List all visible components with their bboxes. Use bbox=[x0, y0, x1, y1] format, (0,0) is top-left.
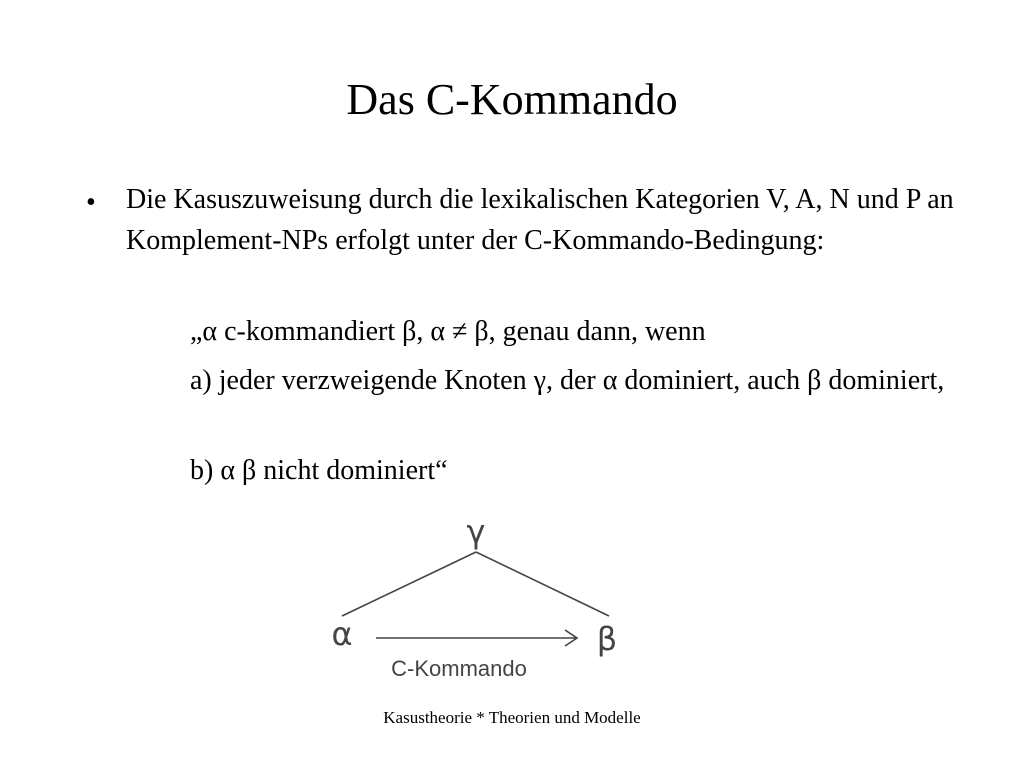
command-arrow bbox=[376, 630, 577, 646]
beta-node: β bbox=[596, 620, 618, 658]
slide-title: Das C-Kommando bbox=[346, 75, 678, 124]
condition-b: b) α β nicht dominiert“ bbox=[190, 455, 448, 486]
definition-line: „α c-kommandiert β, α ≠ β, genau dann, wenn bbox=[190, 316, 706, 347]
bullet-text: Die Kasuszuweisung durch die lexikalischen Kategorien V, A, N und P an Komplement-NPs erfolgt unter der C-Kommando-Bedingung: bbox=[126, 184, 954, 256]
slide-footer: Kasustheorie * Theorien und Modelle bbox=[383, 708, 641, 727]
gamma-node: γ bbox=[466, 513, 486, 551]
right-branch-line bbox=[476, 552, 609, 616]
alpha-node: α bbox=[331, 615, 353, 653]
tree-lines bbox=[342, 552, 609, 616]
bullet-marker: • bbox=[86, 187, 96, 218]
left-branch-line bbox=[342, 552, 476, 616]
c-command-label: C-Kommando bbox=[391, 656, 527, 681]
condition-a: a) jeder verzweigende Knoten γ, der α dominiert, auch β dominiert, bbox=[190, 365, 945, 396]
